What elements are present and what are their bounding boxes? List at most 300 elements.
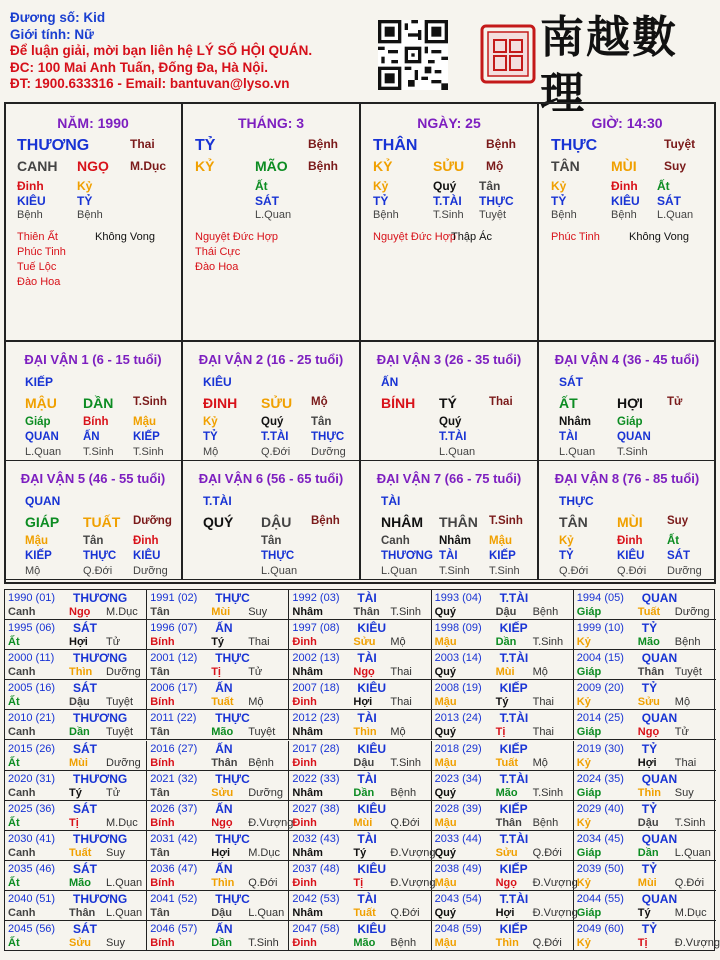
year-chi: Tý	[637, 907, 651, 919]
year-cell[interactable]	[147, 741, 289, 771]
year-can: Mậu	[434, 636, 457, 649]
year-can: Bính	[150, 876, 175, 889]
year-star: SÁT	[73, 801, 97, 816]
dai-van-hidden-stem: Mậu	[133, 416, 156, 428]
dai-van-hidden-stem: Kỷ	[559, 535, 574, 547]
year-star: T.TÀI	[499, 591, 529, 605]
pillar-title: GIỜ: 14:30	[591, 115, 663, 131]
year-cell[interactable]	[5, 861, 147, 891]
year-cell[interactable]	[5, 831, 147, 861]
year-label: 2003 (14)	[434, 652, 482, 665]
dai-van-1[interactable]	[4, 341, 182, 461]
year-phase: Mộ	[390, 726, 406, 739]
dai-van-hidden-phase: L.Quan	[439, 446, 476, 458]
dai-van-hidden-star: KIÊU	[133, 550, 161, 562]
year-star: T.TÀI	[499, 892, 529, 906]
year-chi: Mùi	[495, 666, 515, 679]
year-star: TỶ	[641, 681, 658, 696]
year-chi: Dậu	[211, 907, 232, 919]
year-cell[interactable]	[289, 710, 431, 740]
pillar-hidden-phase: Bệnh	[77, 209, 103, 221]
pillar-star: Tuế Lộc	[17, 261, 57, 273]
year-phase: Đ.Vượng	[390, 846, 436, 859]
year-label: 2048 (59)	[434, 923, 482, 936]
year-cell[interactable]	[147, 710, 289, 740]
dai-van-hidden-star: TỶ	[559, 550, 574, 562]
year-phase: Q.Đới	[390, 907, 420, 919]
dai-van-hidden-stem: Ất	[667, 535, 680, 547]
dai-van-hidden-stem: Đinh	[133, 535, 159, 547]
year-chi: Thìn	[637, 786, 662, 799]
year-phase: T.Sinh	[532, 636, 564, 649]
pillar-hidden-phase: L.Quan	[657, 209, 694, 221]
year-cell[interactable]	[5, 801, 147, 831]
pillar-star: Phúc Tinh	[551, 231, 600, 243]
year-phase: T.Sinh	[674, 816, 706, 829]
year-cell[interactable]	[574, 861, 716, 891]
dai-van-hidden-star: QUAN	[617, 431, 651, 443]
year-cell[interactable]	[574, 590, 716, 620]
year-chi: Tị	[211, 666, 221, 679]
pillar-star-2: Thập Ác	[451, 231, 492, 243]
year-cell[interactable]	[574, 710, 716, 740]
year-phase: Bệnh	[248, 756, 274, 769]
year-label: 2029 (40)	[576, 802, 624, 815]
pillar-hidden-star: KIÊU	[611, 194, 640, 208]
year-cell[interactable]	[574, 620, 716, 650]
year-phase: Đ.Vượng	[674, 937, 720, 950]
year-chi: Mão	[69, 876, 91, 889]
year-label: 2035 (46)	[8, 862, 56, 875]
pillar-can-star: THƯƠNG	[17, 137, 90, 154]
year-label: 2025 (36)	[8, 802, 56, 815]
year-phase: Thai	[390, 696, 412, 709]
year-label: 2038 (49)	[434, 862, 482, 875]
year-star: THỰC	[215, 651, 250, 666]
year-phase: Tuyệt	[674, 666, 702, 679]
year-star: ẤN	[215, 801, 233, 816]
year-star: SÁT	[73, 621, 97, 636]
year-phase: Suy	[106, 846, 125, 859]
year-chi: Thìn	[495, 937, 519, 950]
year-cell[interactable]	[5, 891, 147, 921]
year-label: 2036 (47)	[150, 862, 198, 875]
year-label: 2009 (20)	[576, 682, 624, 695]
year-chi: Thân	[211, 756, 238, 769]
year-can: Giáp	[576, 726, 602, 739]
year-cell[interactable]	[574, 921, 720, 951]
year-cell[interactable]	[432, 831, 574, 861]
pillar-can-phase: Bệnh	[486, 137, 516, 151]
year-star: KIÊU	[357, 681, 387, 696]
year-cell[interactable]	[289, 831, 436, 861]
year-star: TÀI	[357, 591, 377, 605]
year-star: KIÊU	[357, 801, 387, 816]
year-cell[interactable]	[5, 771, 147, 801]
year-label: 1993 (04)	[434, 592, 482, 604]
year-chi: Tuất	[637, 606, 661, 618]
year-chi: Thìn	[353, 726, 377, 739]
year-star: TÀI	[357, 651, 377, 666]
year-star: THƯƠNG	[73, 831, 128, 846]
year-can: Kỷ	[576, 636, 591, 649]
year-star: KIẾP	[499, 861, 528, 876]
year-label: 2026 (37)	[150, 802, 198, 815]
dai-van-chi: SỬU	[261, 395, 293, 411]
year-phase: Tử	[106, 786, 121, 799]
pillar-chi-phase: Bệnh	[308, 159, 338, 173]
year-label: 2031 (42)	[150, 832, 198, 845]
year-phase: Tử	[674, 726, 689, 739]
year-cell[interactable]	[432, 680, 574, 710]
year-cell[interactable]	[147, 921, 289, 951]
year-star: ẤN	[215, 741, 233, 756]
year-chi: Dậu	[637, 816, 659, 829]
year-star: QUAN	[641, 771, 678, 786]
year-chi: Sửu	[637, 696, 660, 709]
year-can: Nhâm	[292, 907, 323, 919]
year-cell[interactable]	[574, 741, 716, 771]
year-chi: Sửu	[211, 786, 234, 799]
year-chi: Dậu	[495, 606, 517, 618]
year-chi: Mùi	[69, 756, 88, 769]
qr-code-icon[interactable]	[378, 20, 448, 90]
year-star: ẤN	[215, 922, 233, 937]
year-cell[interactable]	[147, 680, 289, 710]
year-phase: Đ.Vượng	[532, 876, 578, 889]
header-info	[10, 10, 380, 93]
year-cell[interactable]	[5, 650, 147, 680]
year-cell[interactable]	[147, 650, 289, 680]
year-cell[interactable]	[574, 680, 716, 710]
dai-van-hidden-phase: Dưỡng	[133, 565, 168, 577]
year-label: 2033 (44)	[434, 832, 482, 845]
dai-van-chi: MÙI	[617, 514, 643, 530]
pillar-can-phase: Bệnh	[308, 137, 338, 151]
owner-name: Đương số: Kid	[10, 10, 106, 25]
year-star: THƯƠNG	[73, 591, 128, 605]
year-label: 2030 (41)	[8, 832, 56, 845]
year-cell[interactable]	[574, 801, 716, 831]
year-can: Ất	[8, 636, 20, 649]
year-can: Mậu	[434, 756, 457, 769]
year-can: Kỷ	[576, 756, 591, 769]
year-star: TÀI	[357, 711, 377, 726]
year-cell[interactable]	[289, 921, 431, 951]
year-chi: Tý	[211, 636, 225, 649]
year-phase: Q.Đới	[532, 937, 562, 950]
year-can: Bính	[150, 636, 175, 649]
year-cell[interactable]	[574, 771, 716, 801]
year-label: 2032 (43)	[292, 832, 340, 845]
dai-van-can: QUÝ	[203, 514, 234, 530]
year-cell[interactable]	[289, 590, 431, 620]
year-star: T.TÀI	[499, 711, 529, 726]
year-phase: Dưỡng	[248, 786, 283, 799]
pillar-star-2: Không Vong	[629, 231, 689, 243]
pillar-hidden-stem: Đinh	[611, 179, 638, 193]
year-cell[interactable]	[432, 590, 574, 620]
pillar-hidden-star: TỶ	[373, 194, 389, 208]
pillar-hidden-stem: Quý	[433, 179, 457, 193]
year-cell[interactable]	[289, 801, 431, 831]
pillar-3	[538, 102, 716, 342]
year-star: THỰC	[215, 711, 250, 726]
year-can: Mậu	[434, 937, 457, 950]
year-can: Đinh	[292, 636, 317, 649]
dai-van-3[interactable]	[360, 341, 538, 461]
year-cell[interactable]	[147, 771, 289, 801]
year-phase: Tử	[106, 636, 121, 649]
pillar-hidden-star: SÁT	[657, 194, 681, 208]
pillar-hidden-stem: Ất	[255, 179, 268, 193]
year-cell[interactable]	[5, 710, 147, 740]
dai-van-6[interactable]	[182, 460, 360, 580]
dai-van-4[interactable]	[538, 341, 716, 461]
year-chi: Thìn	[211, 876, 235, 889]
year-cell[interactable]	[289, 891, 431, 921]
pillar-can-star: THÂN	[373, 137, 418, 154]
year-can: Đinh	[292, 876, 317, 889]
dai-van-hidden-star: THỰC	[261, 550, 295, 562]
year-phase: Bệnh	[532, 606, 559, 618]
pillar-hidden-phase: Bệnh	[373, 209, 399, 221]
dai-van-hidden-stem: Canh	[381, 535, 410, 547]
pillar-can-star: TỶ	[195, 137, 216, 154]
year-chi: Ngọ	[211, 816, 233, 829]
year-label: 2037 (48)	[292, 862, 340, 875]
year-can: Kỷ	[576, 696, 591, 709]
dai-van-hidden-stem: Đinh	[617, 535, 643, 547]
year-chi: Hợi	[495, 907, 515, 919]
dai-van-hidden-phase: Dưỡng	[311, 446, 346, 458]
year-phase: Mộ	[532, 756, 548, 769]
year-phase: Đ.Vượng	[532, 907, 578, 919]
pillar-chi: NGỌ	[77, 158, 109, 174]
year-can: Mậu	[434, 876, 457, 889]
year-can: Ất	[8, 816, 20, 829]
dai-van-hidden-stem: Giáp	[25, 416, 51, 428]
year-cell[interactable]	[432, 801, 574, 831]
year-phase: M.Dục	[106, 606, 138, 618]
year-cell[interactable]	[289, 680, 431, 710]
pillar-hidden-stem: Đinh	[17, 179, 44, 193]
year-cell[interactable]	[432, 741, 574, 771]
dai-van-8[interactable]	[538, 460, 716, 580]
year-cell[interactable]	[289, 771, 431, 801]
pillar-star: Phúc Tinh	[17, 246, 66, 258]
year-cell[interactable]	[147, 861, 289, 891]
dai-van-hidden-stem: Quý	[261, 416, 284, 428]
pillar-can-phase: Thai	[130, 137, 155, 151]
year-chi: Hợi	[211, 846, 231, 859]
year-star: TỶ	[641, 861, 658, 876]
year-star: THỰC	[215, 591, 250, 605]
dai-van-7[interactable]	[360, 460, 538, 580]
year-chi: Tị	[637, 937, 648, 950]
dai-van-chi: TÝ	[439, 395, 457, 411]
year-can: Quý	[434, 907, 456, 919]
year-cell[interactable]	[574, 891, 716, 921]
dai-van-star: SÁT	[559, 375, 583, 389]
year-phase: Suy	[248, 606, 268, 618]
year-can: Quý	[434, 666, 456, 679]
pillar-hidden-stem: Kỷ	[77, 179, 93, 193]
pillar-chi: MÃO	[255, 158, 288, 174]
year-star: ẤN	[215, 681, 233, 696]
dai-van-hidden-phase: T.Sinh	[439, 565, 470, 577]
dai-van-hidden-stem: Mậu	[489, 535, 512, 547]
year-cell[interactable]	[147, 620, 289, 650]
year-label: 1999 (10)	[576, 622, 624, 635]
year-phase: Thai	[532, 696, 554, 709]
year-phase: Đ.Vượng	[390, 876, 436, 889]
year-phase: Tuyệt	[248, 726, 276, 739]
year-cell[interactable]	[289, 620, 431, 650]
year-label: 2042 (53)	[292, 893, 340, 905]
pillar-chi-phase: Mộ	[486, 159, 504, 173]
dai-van-hidden-star: THỰC	[83, 550, 117, 562]
year-cell[interactable]	[147, 590, 289, 620]
year-can: Nhâm	[292, 726, 323, 739]
year-phase: Q.Đới	[532, 846, 562, 859]
year-can: Giáp	[576, 606, 602, 618]
dai-van-star: TÀI	[381, 494, 401, 508]
year-cell[interactable]	[5, 921, 147, 951]
dai-van-phase: Thai	[489, 396, 513, 408]
year-cell[interactable]	[289, 861, 436, 891]
year-cell[interactable]	[147, 801, 294, 831]
year-cell[interactable]	[5, 590, 147, 620]
year-chi: Mão	[211, 726, 234, 739]
dai-van-chi: DẬU	[261, 514, 292, 530]
dai-van-hidden-stem: Tân	[83, 535, 104, 547]
year-star: THỰC	[215, 831, 250, 846]
dai-van-2[interactable]	[182, 341, 360, 461]
year-chi: Thân	[637, 666, 665, 679]
year-cell[interactable]	[432, 650, 574, 680]
year-cell[interactable]	[574, 650, 716, 680]
year-star: KIÊU	[357, 621, 387, 636]
year-label: 2049 (60)	[576, 923, 624, 936]
year-star: QUAN	[641, 591, 678, 605]
year-can: Quý	[434, 846, 456, 859]
pillar-2	[360, 102, 538, 342]
dai-van-hidden-star: KIẾP	[489, 550, 516, 562]
year-cell[interactable]	[5, 620, 147, 650]
dai-van-chi: TUẤT	[83, 514, 121, 530]
pillar-chi-phase: Suy	[664, 159, 687, 173]
year-label: 2005 (16)	[8, 682, 56, 695]
year-can: Tân	[150, 846, 170, 859]
dai-van-phase: Bệnh	[311, 515, 340, 527]
year-can: Đinh	[292, 816, 317, 829]
year-cell[interactable]	[5, 741, 147, 771]
dai-van-hidden-star: THƯƠNG	[381, 550, 433, 562]
year-chi: Dậu	[69, 696, 90, 709]
year-label: 1992 (03)	[292, 592, 340, 604]
year-chi: Mão	[637, 636, 660, 649]
year-cell[interactable]	[432, 771, 574, 801]
year-label: 1997 (08)	[292, 622, 340, 635]
year-phase: Mộ	[674, 696, 691, 709]
year-cell[interactable]	[289, 650, 431, 680]
year-phase: Tuyệt	[106, 726, 134, 739]
year-chi: Mão	[495, 786, 518, 799]
year-chi: Thân	[495, 816, 522, 829]
year-can: Giáp	[576, 907, 602, 919]
year-cell[interactable]	[432, 921, 574, 951]
year-label: 2018 (29)	[434, 742, 482, 755]
year-label: 2034 (45)	[576, 832, 624, 845]
year-star: TÀI	[357, 831, 377, 846]
year-can: Mậu	[434, 816, 457, 829]
year-cell[interactable]	[289, 741, 431, 771]
year-phase: T.Sinh	[248, 937, 279, 950]
year-cell[interactable]	[5, 680, 147, 710]
year-label: 2002 (13)	[292, 652, 340, 665]
dai-van-hidden-star: SÁT	[667, 550, 690, 562]
year-chi: Thân	[69, 907, 96, 919]
year-star: THƯƠNG	[73, 651, 128, 666]
pillar-star: Thiên Ất	[17, 231, 58, 243]
dai-van-star: ẤN	[381, 375, 399, 389]
dai-van-can: ĐINH	[203, 395, 238, 411]
pillar-hidden-phase: T.Sinh	[433, 209, 464, 221]
year-phase: L.Quan	[674, 846, 711, 859]
year-cell[interactable]	[432, 861, 578, 891]
dai-van-hidden-star: KIÊU	[617, 550, 645, 562]
year-cell[interactable]	[147, 831, 289, 861]
pillar-0	[4, 102, 182, 342]
year-label: 2044 (55)	[576, 893, 624, 905]
year-star: THỰC	[215, 771, 250, 786]
year-label: 2040 (51)	[8, 893, 56, 905]
year-phase: Dưỡng	[674, 606, 710, 618]
year-chi: Tị	[69, 816, 79, 829]
year-cell[interactable]	[432, 710, 574, 740]
year-can: Tân	[150, 666, 170, 679]
year-cell[interactable]	[574, 831, 716, 861]
dai-van-hidden-stem: Nhâm	[439, 535, 471, 547]
year-label: 2045 (56)	[8, 923, 56, 936]
year-star: SÁT	[73, 861, 97, 876]
year-can: Mậu	[434, 696, 457, 709]
year-star: TỶ	[641, 741, 658, 756]
dai-van-star: THỰC	[559, 494, 594, 508]
dai-van-hidden-star: QUAN	[25, 431, 59, 443]
year-cell[interactable]	[432, 891, 578, 921]
year-label: 2043 (54)	[434, 893, 482, 905]
pillar-hidden-phase: Tuyệt	[479, 209, 507, 221]
year-star: SÁT	[73, 922, 97, 937]
year-cell[interactable]	[432, 620, 574, 650]
year-phase: Thai	[248, 636, 270, 649]
pillar-hidden-star: T.TÀI	[433, 194, 462, 208]
year-label: 1994 (05)	[576, 592, 624, 604]
year-chi: Tý	[69, 786, 82, 799]
dai-van-star: KIÊU	[203, 375, 232, 389]
dai-van-hidden-phase: Mộ	[25, 565, 41, 577]
dai-van-5[interactable]	[4, 460, 182, 580]
dai-van-hidden-phase: Q.Đới	[559, 565, 589, 577]
year-can: Đinh	[292, 696, 317, 709]
pillar-hidden-star: SÁT	[255, 194, 279, 208]
year-cell[interactable]	[147, 891, 289, 921]
dai-van-hidden-phase: Q.Đới	[261, 446, 291, 458]
year-chi: Sửu	[69, 937, 92, 950]
contact-line: Để luận giải, mời bạn liên hệ LÝ SỐ HỘI QUÁN.	[10, 43, 313, 58]
